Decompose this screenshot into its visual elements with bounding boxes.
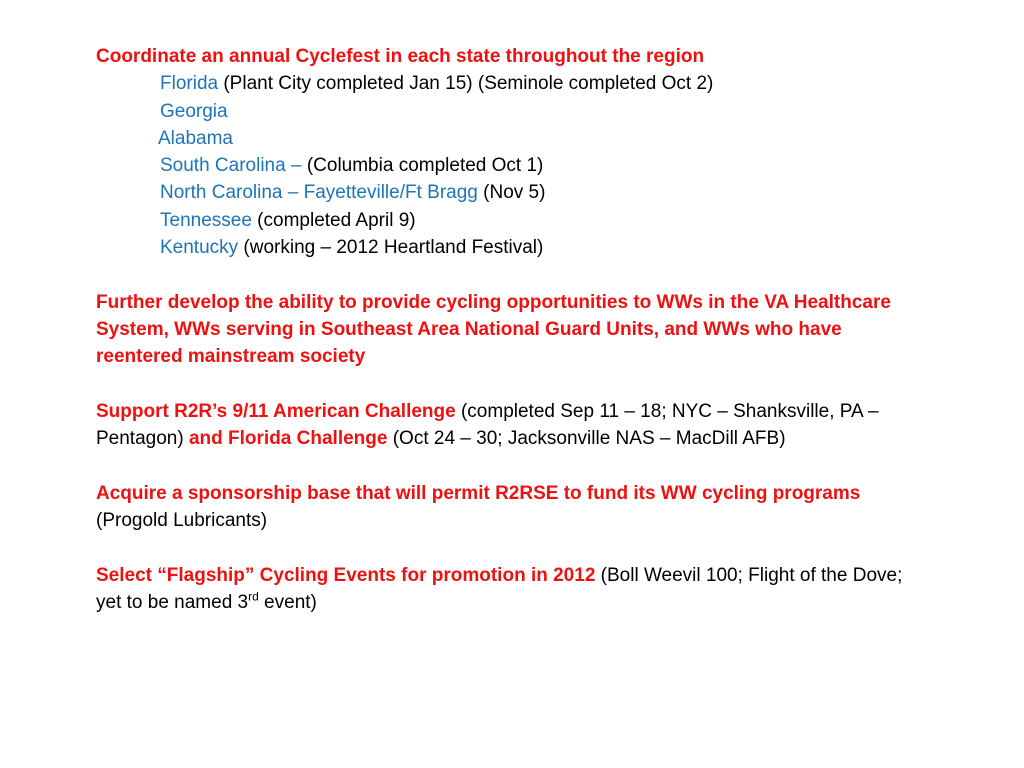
spacer <box>96 452 916 479</box>
state-name: Alabama <box>158 127 233 149</box>
goal-flagship-paragraph <box>96 562 916 617</box>
state-name: South Carolina – <box>160 155 307 177</box>
state-note: (Plant City completed Jan 15) (Seminole completed Oct 2) <box>218 73 714 95</box>
flagship-note: (Boll Weevil 100; Flight of the Dove; yet to be named 3 <box>96 564 903 613</box>
state-item-florida <box>96 70 916 97</box>
american-challenge-note: (completed Sep 11 – 18; NYC – Shanksville, PA – Pentagon) <box>96 400 879 450</box>
state-note: (Columbia completed Oct 1) <box>306 155 544 177</box>
goal-cycling-opportunities-heading: Further develop the ability to provide cycling opportunities to WWs in the VA Healthcare System, WWs serving in Southeast Area National Guard Units, and WWs who have reentered mainstream society <box>96 291 891 368</box>
state-item-tennessee <box>96 207 916 234</box>
goal-challenges-paragraph <box>96 398 916 453</box>
state-item-kentucky <box>96 234 916 261</box>
state-name: North Carolina – Fayetteville/Ft Bragg <box>160 182 478 204</box>
florida-challenge-note: (Oct 24 – 30; Jacksonville NAS – MacDill AFB) <box>387 428 786 450</box>
state-item-alabama <box>96 125 916 152</box>
state-name: Florida <box>160 73 219 95</box>
ordinal-superscript: rd <box>248 589 259 604</box>
state-note: (Nov 5) <box>477 182 546 204</box>
spacer <box>96 261 916 288</box>
state-name: Tennessee <box>160 209 252 231</box>
state-item-georgia <box>96 98 916 125</box>
slide-content <box>96 43 916 616</box>
goal-sponsorship-paragraph <box>96 480 916 535</box>
flagship-note-end: event) <box>258 591 317 613</box>
spacer <box>96 371 916 398</box>
state-name: Kentucky <box>160 237 239 259</box>
state-note: (completed April 9) <box>251 209 416 231</box>
flagship-heading: Select “Flagship” Cycling Events for promotion in 2012 <box>96 564 596 586</box>
state-item-south-carolina <box>96 152 916 179</box>
goal-cyclefest-heading: Coordinate an annual Cyclefest in each state throughout the region <box>96 46 705 67</box>
state-name: Georgia <box>160 100 228 122</box>
spacer <box>96 534 916 561</box>
state-item-north-carolina <box>96 179 916 206</box>
florida-challenge-heading: and Florida Challenge <box>188 428 388 450</box>
american-challenge-heading: Support R2R’s 9/11 American Challenge <box>96 400 456 422</box>
state-note: (working – 2012 Heartland Festival) <box>238 237 544 259</box>
sponsorship-heading: Acquire a sponsorship base that will permit R2RSE to fund its WW cycling programs <box>96 482 861 504</box>
sponsorship-note: (Progold Lubricants) <box>96 510 268 532</box>
